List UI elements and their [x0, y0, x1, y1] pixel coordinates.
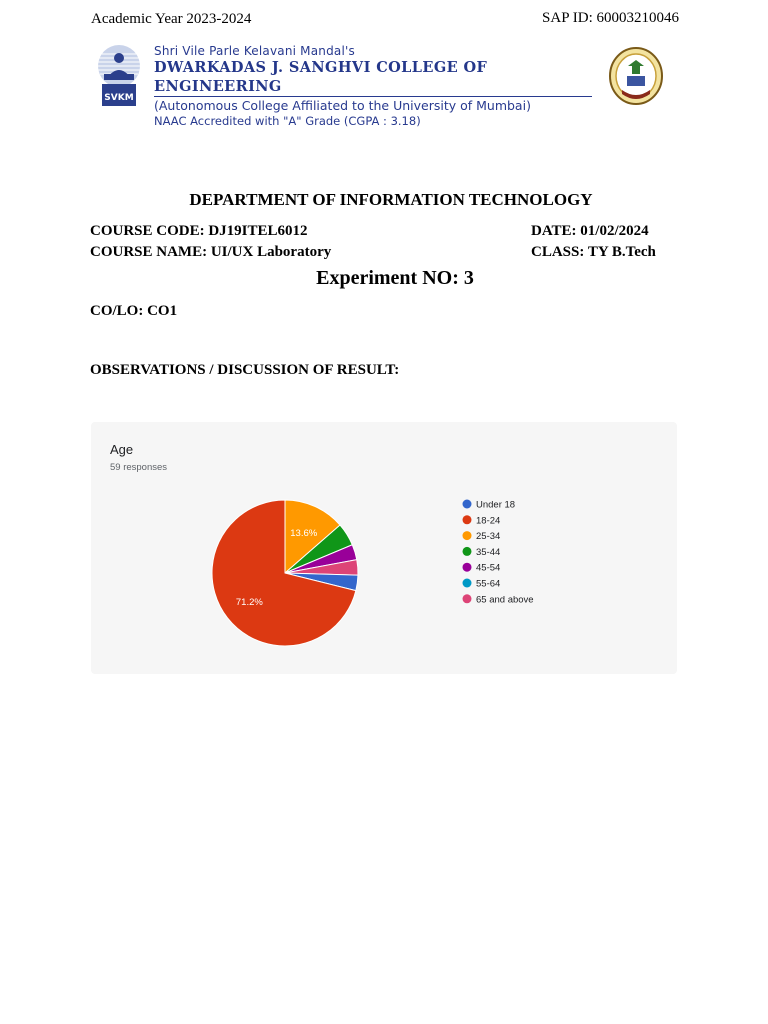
legend-swatch-35-44 — [463, 547, 472, 556]
legend-label-18-24: 18-24 — [476, 515, 501, 527]
college-name: DWARKADAS J. SANGHVI COLLEGE OF ENGINEERING — [154, 59, 488, 95]
legend-label-65-and-above: 65 and above — [476, 594, 534, 606]
legend-label-under-18: Under 18 — [476, 499, 516, 511]
accreditation: NAAC Accredited with "A" Grade (CGPA : 3.18) — [154, 114, 421, 128]
legend-swatch-18-24 — [463, 515, 472, 524]
svkm-logo-text: SVKM — [104, 93, 134, 103]
class: CLASS: TY B.Tech — [531, 244, 656, 260]
department-title: DEPARTMENT OF INFORMATION TECHNOLOGY — [189, 190, 593, 209]
legend-swatch-under-18 — [463, 500, 472, 509]
pie-label-18-24: 71.2% — [235, 596, 263, 608]
course-code: COURSE CODE: DJ19ITEL6012 — [90, 223, 308, 239]
course-name: COURSE NAME: UI/UX Laboratory — [90, 244, 332, 260]
affiliation: (Autonomous College Affiliated to the University of Mumbai) — [154, 96, 592, 114]
legend-label-35-44: 35-44 — [476, 546, 501, 558]
legend-swatch-65-and-above — [463, 594, 472, 603]
age-chart-card — [91, 422, 677, 674]
legend-swatch-45-54 — [463, 563, 472, 572]
experiment-number: Experiment NO: 3 — [316, 267, 474, 289]
observations-heading: OBSERVATIONS / DISCUSSION OF RESULT: — [90, 362, 400, 378]
pie-chart — [91, 422, 677, 674]
date: DATE: 01/02/2024 — [531, 223, 649, 239]
trust-name: Shri Vile Parle Kelavani Mandal's — [154, 44, 355, 58]
legend-swatch-25-34 — [463, 531, 472, 540]
svkm-logo — [94, 44, 144, 108]
chart-title: Age — [110, 442, 134, 457]
legend-label-45-54: 45-54 — [476, 562, 501, 574]
legend-label-55-64: 55-64 — [476, 578, 501, 590]
chart-subtitle: 59 responses — [110, 462, 168, 473]
pie-label-25-34: 13.6% — [290, 527, 318, 539]
legend-label-25-34: 25-34 — [476, 531, 501, 543]
college-emblem — [606, 46, 666, 108]
sap-id: SAP ID: 60003210046 — [542, 10, 679, 26]
co-lo: CO/LO: CO1 — [90, 303, 178, 319]
academic-year: Academic Year 2023-2024 — [91, 11, 252, 27]
college-banner — [154, 44, 604, 128]
legend-swatch-55-64 — [463, 579, 472, 588]
